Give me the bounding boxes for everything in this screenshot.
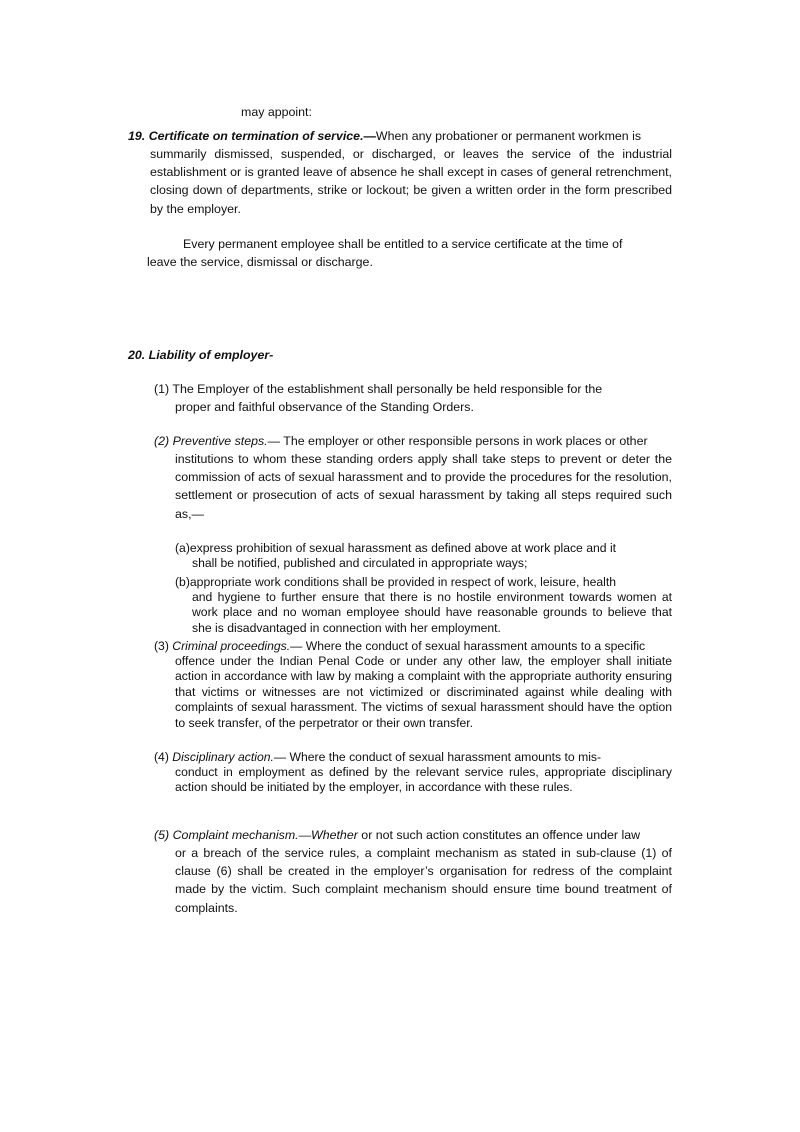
section-20-heading: 20. Liability of employer- <box>128 348 274 362</box>
item-5-line1: or not such action constitutes an offence under law <box>357 828 641 842</box>
item-1-first-line <box>154 380 674 398</box>
item-3-line1: — Where the conduct of sexual harassment amounts to a specific <box>290 639 646 653</box>
item-1-line2: proper and faithful observance of the Standing Orders. <box>175 400 474 414</box>
continued-text <box>241 103 312 121</box>
section-19-number: 19. <box>128 129 146 143</box>
item-3-first-line <box>154 639 672 654</box>
sub-b-number: (b) <box>175 575 190 589</box>
item-5-number: (5) <box>154 828 170 842</box>
sub-a-first-line <box>175 541 675 556</box>
item-5-first-line <box>154 826 672 844</box>
sub-a-number: (a) <box>175 541 190 555</box>
section-19-line1: When any probationer or permanent workmen is <box>375 129 642 143</box>
section-19-heading: Certificate on termination of service. <box>148 129 364 143</box>
item-4-number: (4) <box>154 750 169 764</box>
section-19-first-line <box>128 127 672 145</box>
item-4-body: conduct in employment as defined by the relevant service rules, appropriate disciplinary action should be initiated by the employer, in accordance with these rules. <box>175 765 672 795</box>
item-2-first-line <box>154 432 672 450</box>
section-19-body: summarily dismissed, suspended, or discharged, or leaves the service of the industrial establishment or is granted leave of absence he shall except in cases of general retrenchment, closing down of departments, strike or lockout; be given a written order in the form prescribed by the employer. <box>150 147 672 216</box>
sub-a-line2: shall be notified, published and circulated in appropriate ways; <box>192 556 528 570</box>
item-2-body: institutions to whom these standing orders apply shall take steps to prevent or deter the commission of acts of sexual harassment and to provide the procedures for the resolution, settlement or prosecution of acts of sexual harassment by taking all steps required such as,— <box>175 452 672 521</box>
section-19-para2-line2: leave the service, dismissal or discharge. <box>147 255 373 269</box>
section-19-dash: — <box>363 129 376 143</box>
item-3-title: Criminal proceedings. <box>172 639 291 653</box>
sub-b-line1: appropriate work conditions shall be provided in respect of work, leisure, health <box>189 575 617 589</box>
item-3-body: offence under the Indian Penal Code or under any other law, the employer shall initiate action in accordance with law by making a complaint with the appropriate authority ensuring that victims or witnesses are not victimized or discriminated against while dealing with complaints of sexual harassment. The victims of sexual harassment should have the option to seek transfer, of the perpetrator or their own transfer. <box>175 654 672 730</box>
item-4-line1: — Where the conduct of sexual harassment amounts to mis- <box>273 750 602 764</box>
sub-a-line1: express prohibition of sexual harassment as defined above at work place and it <box>189 541 617 555</box>
section-19-para2-line1: Every permanent employee shall be entitled to a service certificate at the time of <box>183 237 623 251</box>
item-1-line1: The Employer of the establishment shall personally be held responsible for the <box>172 382 603 396</box>
item-3-number: (3) <box>154 639 169 653</box>
sub-b-first-line <box>175 575 672 590</box>
item-5-title: Complaint mechanism.—Whether <box>172 828 358 842</box>
sub-b-body: and hygiene to further ensure that there is no hostile environment towards women at work place and no woman employee should have reasonable grounds to believe that she is disadvantaged in connection with her employment. <box>192 590 672 635</box>
item-2-number: (2) <box>154 434 170 448</box>
item-4-first-line <box>154 750 672 765</box>
may-appoint-text: may appoint: <box>241 105 312 119</box>
item-4-title: Disciplinary action. <box>172 750 274 764</box>
item-1-number: (1) <box>154 382 170 396</box>
item-2-title: Preventive steps. <box>172 434 268 448</box>
item-5-body: or a breach of the service rules, a complaint mechanism as stated in sub-clause (1) of clause (6) shall be created in the employer’s organisation for redress of the complaint made by the victim. Such complaint mechanism should ensure time bound treatment of complaints. <box>175 846 672 915</box>
item-2-line1: — The employer or other responsible persons in work places or other <box>267 434 648 448</box>
